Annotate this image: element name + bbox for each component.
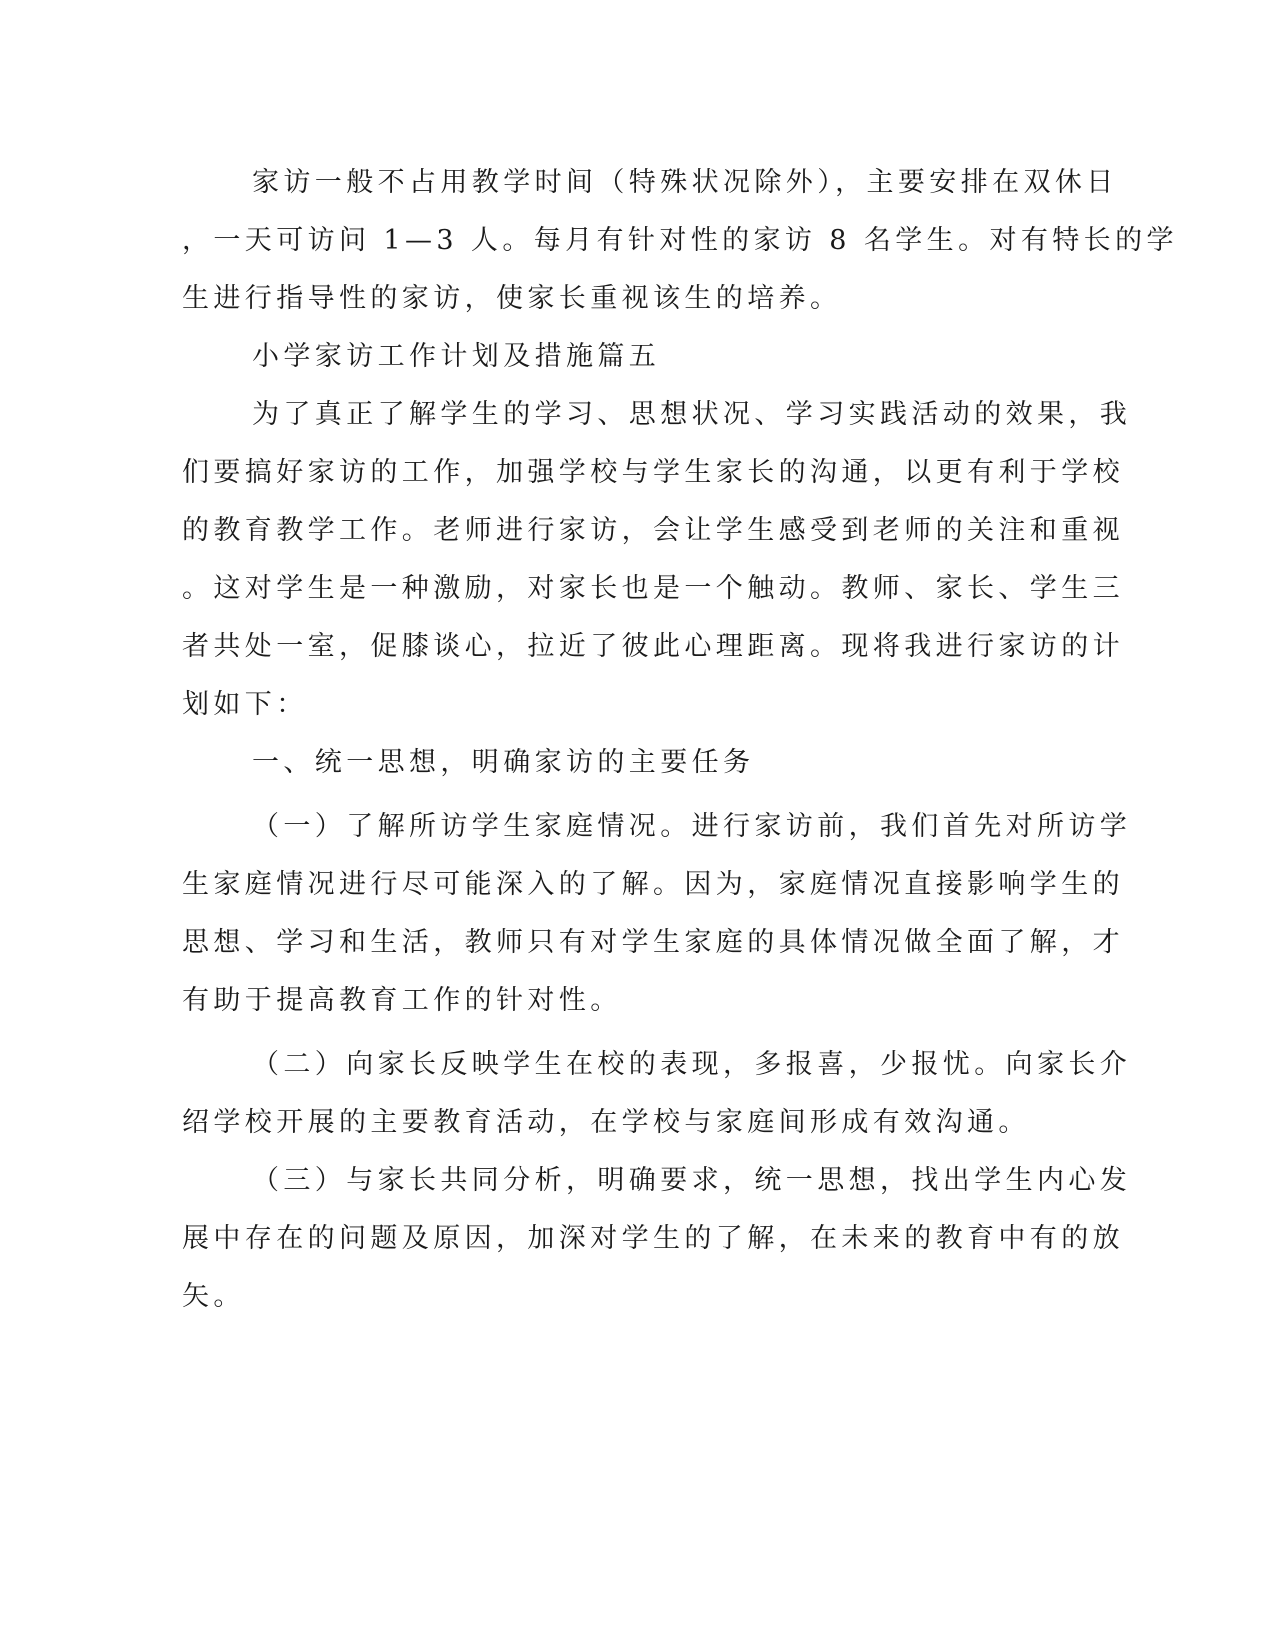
paragraph-line: （二）向家长反映学生在校的表现，多报喜，少报忧。向家长介 (252, 1049, 1132, 1080)
paragraph-line: 们要搞好家访的工作，加强学校与学生家长的沟通，以更有利于学校 (182, 457, 1124, 488)
subsection-heading: 一、统一思想，明确家访的主要任务 (252, 747, 755, 778)
paragraph-line: 。这对学生是一种激励，对家长也是一个触动。教师、家长、学生三 (182, 573, 1124, 604)
paragraph-line: ，一天可访问 1—3 人。每月有针对性的家访 8 名学生。对有特长的学 (182, 225, 1178, 256)
paragraph-line: （一）了解所访学生家庭情况。进行家访前，我们首先对所访学 (252, 811, 1132, 842)
paragraph-line: 为了真正了解学生的学习、思想状况、学习实践活动的效果，我 (252, 399, 1132, 430)
paragraph-line: 矢。 (182, 1281, 245, 1312)
paragraph-line: 有助于提高教育工作的针对性。 (182, 985, 622, 1016)
paragraph-line: 绍学校开展的主要教育活动，在学校与家庭间形成有效沟通。 (182, 1107, 1030, 1138)
paragraph-line: 的教育教学工作。老师进行家访，会让学生感受到老师的关注和重视 (182, 515, 1124, 546)
paragraph-line: 展中存在的问题及原因，加深对学生的了解，在未来的教育中有的放 (182, 1223, 1124, 1254)
paragraph-line: 划如下： (182, 689, 308, 720)
paragraph-line: 者共处一室，促膝谈心，拉近了彼此心理距离。现将我进行家访的计 (182, 631, 1124, 662)
paragraph-line: 生家庭情况进行尽可能深入的了解。因为，家庭情况直接影响学生的 (182, 869, 1124, 900)
paragraph-line: 家访一般不占用教学时间（特殊状况除外），主要安排在双休日 (252, 167, 1118, 198)
paragraph-line: 生进行指导性的家访，使家长重视该生的培养。 (182, 283, 842, 314)
paragraph-line: （三）与家长共同分析，明确要求，统一思想，找出学生内心发 (252, 1165, 1132, 1196)
paragraph-line: 思想、学习和生活，教师只有对学生家庭的具体情况做全面了解，才 (182, 927, 1124, 958)
section-heading: 小学家访工作计划及措施篇五 (252, 341, 661, 372)
